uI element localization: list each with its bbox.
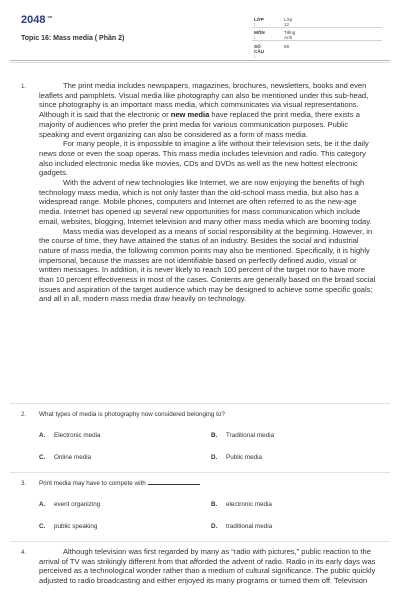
passage-paragraph-1: The print media includes newspapers, magazines, brochures, newsletters, books and even leaflets and pamphlets. Visual media like photography can also be mentioned under this sub-head, since photography is an important mass media, which communicates via visual representations. Although it is said that the electronic or new media have replaced the print media, there exists a majority of audiences who prefer the print media for various communication purposes. Public speaking and event organizing can also be considered as a form of mass media. (39, 81, 369, 139)
answer-option-d[interactable]: D. traditional media (211, 523, 273, 530)
logo-suffix: .vn (46, 14, 53, 19)
answer-option-b[interactable]: B. Traditional media (211, 432, 275, 439)
meta-count-key: SỐ CÂU : (254, 44, 264, 59)
site-logo[interactable] (21, 14, 52, 26)
reading-passage (39, 547, 377, 586)
passage-paragraph-2: For many people, it is impossible to imagine a life without their television sets, be it the daily news dose or even the soap operas. This mass media includes television and radio. This category also included electronic media like movies, CDs and DVDs as well as the new hottest electronic gadgets. (39, 139, 369, 178)
answer-option-c[interactable]: C. Online media (39, 454, 92, 461)
question-number: 4. (21, 549, 27, 556)
meta-divider (252, 40, 382, 41)
topic-title: Topic 16: Mass media ( Phần 2) (21, 35, 125, 42)
question-number: 1. (21, 83, 27, 90)
passage-paragraph-3: With the advent of new technologies like Internet, we are now enjoying the benefits of high technology mass media, which is not only faster than the old-school mass media, but also has a widespread range. Mobile phones, computers and Internet are often referred to as the new-age media. Internet has opened up several new opportunities for mass communication which include email, websites, blogging, Internet television and many other mass media which are booming today. (39, 178, 372, 226)
passage-paragraph-4: Mass media was developed as a means of social responsibility at the beginning. However, in the course of time, they have attained the status of an industry. Besides the social and industrial nature of mass media, the following common points may also be mentioned. Specifically, it is highly impersonal, because the masses are not identifiable based on perfectly defined audio, visual or written messages. In addition, it is never likely to reach 100 percent of the target nor to have more than 10 percent effectiveness in most of the cases. Contents are generally based on the broad social issues and aspiration of the target audience which may be designed to achieve some specific goals; and all in all, modern mass media draw heavily on technology. (39, 226, 376, 304)
question-divider (10, 541, 390, 542)
answer-blank (148, 484, 200, 485)
question-number: 2. (21, 411, 27, 418)
question-divider (10, 403, 390, 404)
question-text: Print media may have to compete with (39, 480, 200, 487)
header-divider-secondary (10, 62, 390, 63)
meta-divider (252, 27, 382, 28)
answer-option-c[interactable]: C. public speaking (39, 523, 98, 530)
answer-option-a[interactable]: A. Electronic media (39, 432, 101, 439)
answer-option-a[interactable]: A. event organizing (39, 501, 101, 508)
meta-subject-value: Tiếng Anh (284, 30, 296, 40)
bold-term: new media (170, 110, 210, 120)
passage-paragraph-1: Although television was first regarded by many as “radio with pictures,” public reaction to the arrival of TV was strikingly different from that afforded the advent of radio. Radio in its early days was perceived as a technological wonder rather than a medium of cultural significance. The public quickly adjusted to radio broadcasting and either enjoyed its many programs or turned them off. Television (39, 547, 376, 586)
meta-class-key: LỚP : (254, 17, 264, 27)
meta-count-value: 69 (284, 44, 290, 49)
question-number: 3. (21, 480, 27, 487)
meta-subject-key: MÔN : (254, 30, 265, 40)
reading-passage (39, 81, 377, 304)
answer-option-b[interactable]: B. electronic media (211, 501, 272, 508)
meta-class-value: Lớp 12 (284, 17, 293, 27)
question-divider (10, 472, 390, 473)
answer-option-d[interactable]: D. Public media (211, 454, 263, 461)
question-text: What types of media is photography now considered belonging to? (39, 411, 225, 418)
logo-text: 2048 (21, 14, 46, 26)
